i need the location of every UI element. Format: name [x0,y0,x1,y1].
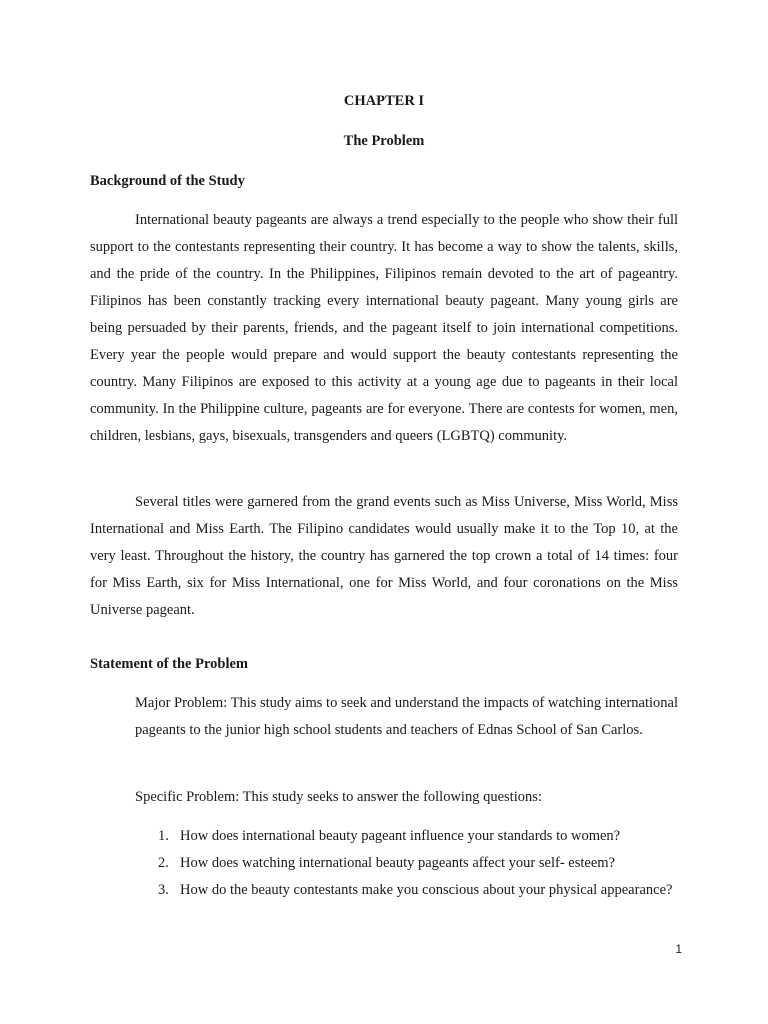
background-paragraph-2: Several titles were garnered from the grand events such as Miss Universe, Miss World, Miss International and Miss Earth. The Filipino candidates would usually make it to the Top 10, at the very least. Throughout the history, the country has garnered the top crown a total of 14 times: four for Miss Earth, six for Miss International, one for Miss World, and four coronations on the Miss Universe pageant. [90,494,678,618]
list-item-text: How does watching international beauty pageants affect your self- esteem? [180,855,615,871]
statement-heading: Statement of the Problem [90,656,248,672]
page-number: 1 [675,942,682,956]
chapter-heading: CHAPTER I [343,93,425,109]
list-item-text: How does international beauty pageant influence your standards to women? [180,828,621,844]
background-paragraph-1: International beauty pageants are always a trend especially to the people who show their full support to the contestants representing their country. It has become a way to show the talents, skills, and the pride of the country. In the Philippines, Filipinos remain devoted to the art of pageantry. Filipinos has been constantly tracking every international beauty pageant. Many young girls are being persuaded by their parents, friends, and the pageant itself to join international competitions. Every year the people would prepare and would support the beauty contestants representing the country. Many Filipinos are exposed to this activity at a young age due to pageants in their local community. In the Philippine culture, pageants are for everyone. There are contests for women, men, children, lesbians, gays, bisexuals, transgenders and queers (LGBTQ) community. [90,212,678,444]
major-problem-paragraph: Major Problem: This study aims to seek and understand the impacts of watching international pageants to the junior high school students and teachers of Ednas School of San Carlos. [135,695,678,738]
chapter-title: The Problem [343,133,425,149]
background-heading: Background of the Study [90,173,245,189]
list-item [135,823,678,850]
specific-problem-paragraph: Specific Problem: This study seeks to answer the following questions: [135,789,542,805]
list-item [135,850,678,877]
list-item [135,877,678,904]
list-item-text: How do the beauty contestants make you conscious about your physical appearance? [180,882,673,898]
list-item-number: 1. [158,828,169,844]
questions-list [135,823,678,904]
list-item-number: 2. [158,855,169,871]
list-item-number: 3. [158,882,169,898]
